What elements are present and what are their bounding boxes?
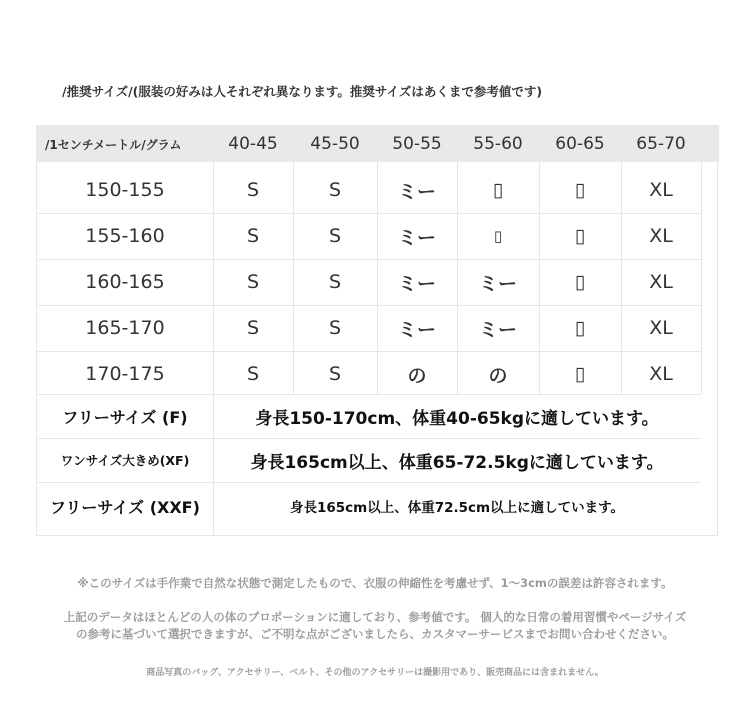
size-cell: ▯ <box>574 363 586 385</box>
one-size-xf-label: ワンサイズ大きめ(XF) <box>60 453 190 468</box>
size-cell: S <box>246 317 260 339</box>
size-cell: ミー <box>478 318 517 341</box>
grid-line <box>621 162 622 394</box>
size-cell: S <box>246 363 260 385</box>
reference-note-line2: の参考に基づいて選択できますが、ご不明な点がございましたら、カスタマーサービスまでお問い合わせください。 <box>76 627 674 641</box>
size-cell: S <box>328 225 342 247</box>
header-weight-60-65: 60-65 <box>555 134 605 154</box>
reference-note-line1: 上記のデータはほとんどの人の体のプロポーションに適しており、参考値です。 個人的な日常の着用習慣やページサイズ <box>63 610 687 624</box>
grid-line <box>701 162 702 394</box>
header-unit-label: /1センチメートル/グラム <box>45 137 182 152</box>
size-cell: ミー <box>478 272 517 295</box>
size-cell: ミー <box>397 272 436 295</box>
size-cell: ▯ <box>574 271 586 293</box>
height-cell: 160-165 <box>85 271 165 293</box>
size-cell: ミー <box>397 226 436 249</box>
free-size-xxf-label: フリーサイズ (XXF) <box>50 497 200 517</box>
size-cell: XL <box>649 317 673 339</box>
grid-line <box>213 162 214 535</box>
size-cell: の <box>488 364 508 387</box>
free-size-xxf-description: 身長165cm以上、体重72.5cm以上に適しています。 <box>289 500 625 516</box>
grid-line <box>37 394 701 395</box>
size-chart-table <box>36 125 718 536</box>
size-cell: S <box>328 179 342 201</box>
header-weight-40-45: 40-45 <box>228 134 278 154</box>
size-cell: ▯ <box>574 317 586 339</box>
grid-line <box>37 438 701 439</box>
grid-line <box>377 162 378 394</box>
size-cell: ミー <box>397 318 436 341</box>
header-weight-65-70: 65-70 <box>636 134 686 154</box>
grid-line <box>539 162 540 394</box>
grid-line <box>37 482 701 483</box>
size-cell: ミー <box>397 180 436 203</box>
height-cell: 155-160 <box>85 225 165 247</box>
size-cell: ▯ <box>493 227 503 245</box>
header-weight-45-50: 45-50 <box>310 134 360 154</box>
size-cell: XL <box>649 179 673 201</box>
free-size-f-label: フリーサイズ (F) <box>62 407 188 427</box>
size-cell: S <box>328 317 342 339</box>
grid-line <box>37 213 701 214</box>
grid-line <box>293 162 294 394</box>
free-size-f-description: 身長150-170cm、体重40-65kgに適しています。 <box>255 408 659 429</box>
grid-line <box>37 351 701 352</box>
size-cell: XL <box>649 363 673 385</box>
size-cell: XL <box>649 225 673 247</box>
grid-line <box>457 162 458 394</box>
one-size-xf-description: 身長165cm以上、体重65-72.5kgに適しています。 <box>250 452 664 473</box>
header-weight-55-60: 55-60 <box>473 134 523 154</box>
size-cell: S <box>246 271 260 293</box>
size-cell: の <box>407 364 427 387</box>
header-weight-50-55: 50-55 <box>392 134 442 154</box>
grid-line <box>37 305 701 306</box>
size-cell: S <box>246 225 260 247</box>
height-cell: 170-175 <box>85 363 165 385</box>
size-cell: S <box>246 179 260 201</box>
size-cell: S <box>328 271 342 293</box>
size-cell: ▯ <box>492 179 504 201</box>
size-cell: ▯ <box>574 225 586 247</box>
height-cell: 165-170 <box>85 317 165 339</box>
grid-line <box>37 259 701 260</box>
size-cell: XL <box>649 271 673 293</box>
size-cell: S <box>328 363 342 385</box>
measurement-note: ※このサイズは手作業で自然な状態で測定したもので、衣服の伸縮性を考慮せず、1～3cmの誤差は許容されます。 <box>77 576 673 590</box>
size-cell: ▯ <box>574 179 586 201</box>
height-cell: 150-155 <box>85 179 165 201</box>
size-guide-subtitle: /推奨サイズ/(服装の好みは人それぞれ異なります。推奨サイズはあくまで参考値です) <box>62 84 543 99</box>
product-photo-disclaimer: 商品写真のバッグ、アクセサリー、ベルト、その他のアクセサリーは撮影用であり、販売商品には含まれません。 <box>146 668 604 678</box>
